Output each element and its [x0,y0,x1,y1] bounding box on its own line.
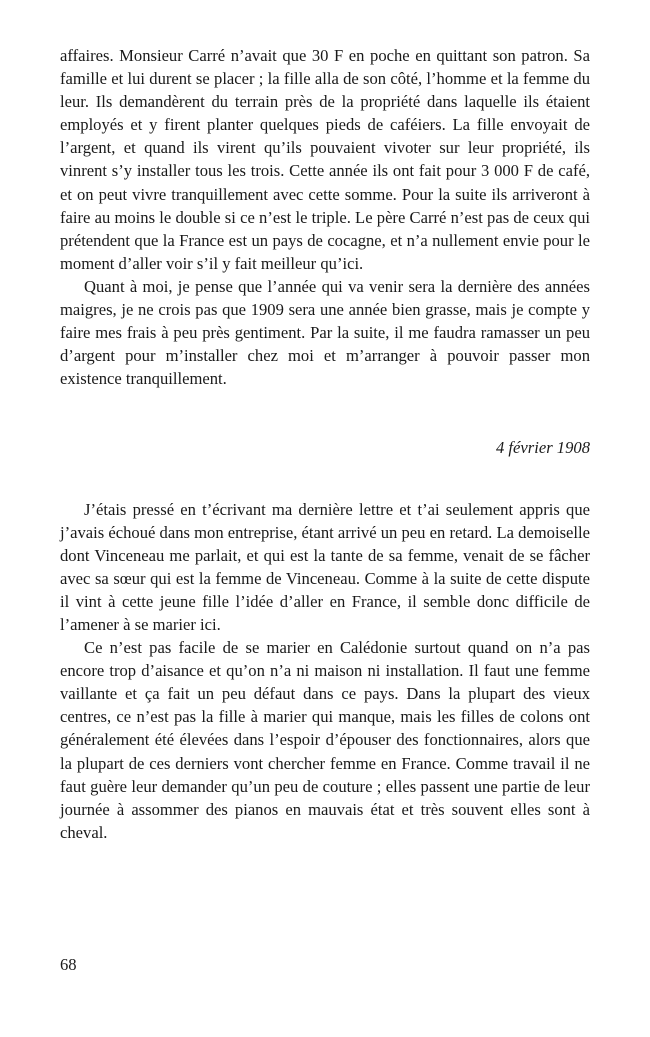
page-number: 68 [60,955,77,974]
letter-date: 4 février 1908 [495,438,590,458]
paragraph-lean-years: Quant à moi, je pense que l’année qui va venir sera la dernière des années maigres, je ne crois pas que 1909 sera une année bien grasse, mais je compte y faire mes frais à peu près gentiment. Par la suite, il me faudra ramasser un peu d’argent pour m’installer chez moi et m’arranger à pouvoir passer mon existence tranquillement. [60,276,590,389]
paragraph-marriage-caledonia: Ce n’est pas facile de se marier en Calédonie surtout quand on n’a pas encore trop d’aisance et qu’on n’a ni maison ni installation. Il faut une femme vaillante et ça fait un peu défaut dans ce pays. Dans la plupart des vieux centres, ce n’est pas la fille à marier qui manque, mais les filles de colons ont généralement été élevées dans l’espoir d’épouser des fonctionnaires, alors que la plupart de ces derniers vont chercher femme en France. Comme travail il ne faut guère leur demander qu’un peu de couture ; elles passent une partie de leur journée à assommer des pianos en mauvais état et très souvent elles sont à cheval. [60,638,590,842]
page-body [60,44,590,844]
paragraph-carre-story: affaires. Monsieur Carré n’avait que 30 F en poche en quittant son patron. Sa famille et lui durent se placer ; la fille alla de son côté, l’homme et la femme du leur. Ils demandèrent du terrain près de la propriété dans laquelle ils étaient employés et y firent planter quelques pieds de caféiers. La fille envoyait de l’argent, et quand ils virent qu’ils pouvaient vivoter sur leur propriété, ils vinrent s’y installer tous les trois. Cette année ils ont fait pour 3 000 F de café, et on peut vivre tranquillement avec cette somme. Pour la suite ils arriveront à faire au moins le double si ce n’est le triple. Le père Carré n’est pas de ceux qui prétendent que la France est un pays de cocagne, et n’a nullement envie pour le moment d’aller voir s’il y fait meilleur qu’ici. [60,46,590,273]
paragraph-last-letter: J’étais pressé en t’écrivant ma dernière lettre et t’ai seulement appris que j’avais échoué dans mon entreprise, étant arrivé un peu en retard. La demoiselle dont Vinceneau me parlait, et qui est la tante de sa femme, venait de se fâcher avec sa sœur qui est la femme de Vinceneau. Comme à la suite de cette dispute il vint à cette jeune fille l’idée d’aller en France, il semble donc difficile de l’amener à se marier ici. [60,499,590,634]
